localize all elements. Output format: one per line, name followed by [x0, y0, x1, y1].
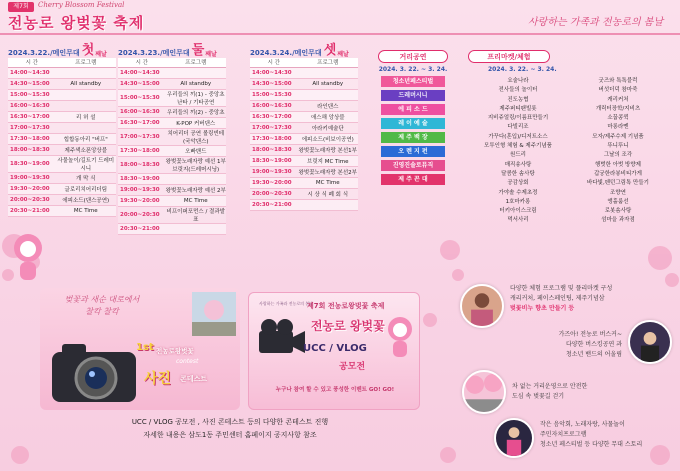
schedule-time: 15:00~15:30 [8, 89, 56, 100]
schedule-row [8, 89, 116, 100]
caption3-line2: 도심 속 벚꽃길 걷기 [512, 393, 565, 400]
day1-date: 2024.3.22./메인무대 [8, 49, 80, 57]
camera-icon [46, 338, 142, 408]
schedule-time: 17:30~18:00 [118, 145, 166, 156]
schedule-program: 시 상 식 폐 회 식 [298, 188, 358, 199]
flea-item: 캐리커처 [607, 96, 629, 103]
ucc-slogan: 사랑하는 가족과 전농로의 봄날 [259, 301, 314, 306]
flea-list-left [468, 77, 568, 226]
schedule-program: 제주색소폰앙상블 [56, 144, 116, 155]
schedule-time: 15:00~15:30 [250, 89, 298, 100]
schedule-time: 18:30~19:00 [250, 155, 298, 166]
schedule-program: 우리들의 끼(1) - 중앙초 난타 / 기타공연 [166, 89, 226, 106]
street-team: 에 피 소 드 [381, 104, 445, 115]
schedule-program: K-POP 커버댄스 [166, 117, 226, 128]
schedule-row [118, 156, 226, 173]
schedule-row [118, 89, 226, 106]
day1-header [8, 36, 116, 58]
flea-item: 모투인형 체험 & 제주기념품 [484, 143, 552, 150]
day2-table [118, 58, 226, 235]
experience-photo [460, 284, 504, 328]
flea-item: 개릭터장학/지비츠 [595, 105, 641, 112]
schedule-program [166, 67, 226, 78]
caption1-line1: 다양한 체험 프로그램 및 플리마켓 구성 [510, 285, 613, 292]
slogan: 사랑하는 가족과 전농로의 봄날 [528, 17, 664, 28]
flea-item: 요술나라 [507, 78, 529, 84]
schedule-time: 18:30~19:00 [8, 155, 56, 172]
schedule-program [56, 100, 116, 111]
schedule-row [250, 78, 358, 89]
schedule-time: 14:30~15:00 [8, 78, 56, 89]
schedule-row [250, 144, 358, 155]
schedule-row [8, 67, 116, 78]
photo-rank: 1st [136, 342, 154, 353]
flea-item: 갑궁한라봉비티가게 [594, 170, 642, 177]
schedule-program: All standby [166, 78, 226, 89]
schedule-row [118, 173, 226, 184]
schedule-row [250, 100, 358, 111]
col-program: 프로그램 [298, 58, 358, 67]
schedule-row [250, 177, 358, 188]
day3-ordinal: 셋 [323, 43, 337, 58]
day1-schedule [8, 36, 116, 217]
flea-item: 조향연 [610, 189, 626, 196]
day1-suffix: 째날 [95, 51, 107, 58]
schedule-time: 16:30~17:00 [250, 111, 298, 122]
caption3-line1: 차 없는 거리운영으로 안전한 [512, 383, 588, 390]
flea-item: 지비쥬얼링/이름표만들기 [487, 115, 549, 122]
street-performance-panel [368, 50, 458, 210]
flea-item: 가꾸다(혼입)/디저트소스 [488, 133, 548, 140]
schedule-program: 개 막 식 [56, 172, 116, 183]
notice-line2: 자세한 내용은 삼도1동 주민센터 홈페이지 공지사항 참조 [143, 431, 317, 439]
flea-item: 제주퍼티팬빌롯 [499, 105, 537, 112]
schedule-row [8, 133, 116, 144]
schedule-time: 20:00~20:30 [118, 206, 166, 223]
schedule-row [250, 67, 358, 78]
caption4-line3: 청소년 페스티벌 등 다양한 무대 스토리 [540, 441, 643, 448]
flea-item: 행벗한 아벗 방향제 [594, 161, 641, 168]
flea-list-right [568, 77, 668, 226]
schedule-time: 18:00~18:30 [8, 144, 56, 155]
schedule-program: 글로리치어리더팀 [56, 183, 116, 194]
schedule-time: 20:30~21:00 [8, 205, 56, 216]
col-time: 시 간 [250, 58, 298, 67]
schedule-row [118, 206, 226, 223]
schedule-time: 14:30~15:00 [250, 78, 298, 89]
schedule-time: 14:00~14:30 [118, 67, 166, 78]
schedule-program: 에피소드(댄스공연) [56, 194, 116, 205]
schedule-time: 16:00~16:30 [250, 100, 298, 111]
concert-photo [494, 418, 534, 458]
photo-festival-name: 전농로왕벚꽃 [156, 347, 194, 355]
schedule-row [8, 194, 116, 205]
schedule-program [298, 67, 358, 78]
schedule-row [118, 67, 226, 78]
ucc-contest-banner [248, 292, 420, 410]
schedule-row [118, 128, 226, 145]
schedule-program: 힙합동아리 "버프" [56, 133, 116, 144]
schedule-program: 왕벚꽃노래자랑 본선2부 [298, 166, 358, 177]
blossom-street-photo [462, 370, 506, 414]
schedule-program: 왕벚꽃노래자랑 본선1부 [298, 144, 358, 155]
day2-ordinal: 둘 [191, 43, 205, 58]
day3-suffix: 째날 [337, 51, 349, 58]
caption-street [512, 382, 587, 402]
ucc-vlog-title: UCC / VLOG [303, 343, 367, 354]
street-team: 청소년페스티벌 [381, 76, 445, 87]
flea-market-panel [468, 50, 668, 230]
street-performance-title: 거리공연 [378, 50, 448, 63]
day3-table [250, 58, 358, 211]
schedule-program: MC Time [56, 205, 116, 216]
schedule-program: 비프이퍼포먼스 / 결과발표 [166, 206, 226, 223]
schedule-time: 17:00~17:30 [118, 128, 166, 145]
schedule-row [8, 172, 116, 183]
schedule-program [298, 89, 358, 100]
schedule-program [298, 199, 358, 210]
schedule-program [166, 223, 226, 234]
schedule-program: 사물놀이/길트기 드레미시니 [56, 155, 116, 172]
schedule-row [118, 117, 226, 128]
flea-item: 전사들의 놀이터 [498, 87, 538, 94]
page-title: 전농로 왕벚꽃 축제 [8, 14, 145, 32]
flea-item: 앵홀룸선 [607, 198, 629, 205]
schedule-program: MC Time [166, 195, 226, 206]
schedule-time: 20:30~21:00 [250, 199, 298, 210]
flea-item: 섬마을 과자점 [601, 217, 635, 224]
day2-date: 2024.3.23./메인무대 [118, 49, 190, 57]
schedule-time: 20:30~21:00 [118, 223, 166, 234]
photo-thumbnail [192, 292, 236, 336]
street-team: 제 주 꼰 대 [381, 174, 445, 185]
caption2-line1: 가즈아! 전농로 버스커~ [558, 331, 622, 338]
schedule-program: 라인댄스 [298, 100, 358, 111]
schedule-program: All standby [298, 78, 358, 89]
schedule-time: 17:00~17:30 [8, 122, 56, 133]
flea-item: 로봇솜사탕 [604, 208, 632, 215]
photo-main-title: 사진 [144, 371, 172, 387]
schedule-row [8, 183, 116, 194]
ucc-main-title: 공모전 [339, 362, 366, 372]
flea-item: 다빌리조 [507, 124, 529, 131]
flea-item: 터키아이스크림 [499, 208, 537, 215]
schedule-time: 16:00~16:30 [118, 106, 166, 117]
schedule-row [8, 155, 116, 172]
schedule-time: 16:00~16:30 [8, 100, 56, 111]
schedule-program: 왕벚꽃노래자랑 예선 2부 [166, 184, 226, 195]
caption-experience [510, 284, 612, 314]
flea-item: 원드리 [510, 152, 526, 159]
day1-ordinal: 첫 [81, 43, 95, 58]
day1-table [8, 58, 116, 217]
flea-item: 1호마카롱 [505, 198, 531, 205]
schedule-program [56, 89, 116, 100]
photo-sub-title: 콘테스트 [180, 375, 208, 383]
schedule-time: 16:30~17:00 [118, 117, 166, 128]
schedule-time: 14:30~15:00 [118, 78, 166, 89]
schedule-time: 15:00~15:30 [118, 89, 166, 106]
flea-item: 바다빛,펜던그림톡 만들기 [587, 180, 649, 187]
schedule-row [8, 122, 116, 133]
flea-item: 먹서사리 [507, 217, 529, 224]
schedule-row [118, 106, 226, 117]
handwrite-line1: 벚꽃과 새순 대로에서 [64, 295, 140, 304]
schedule-time: 19:30~20:00 [118, 195, 166, 206]
caption2-line2: 다양한 버스킹공연 과 [566, 341, 622, 348]
schedule-time: 19:00~19:30 [250, 166, 298, 177]
caption-busking [530, 330, 622, 360]
col-program: 프로그램 [56, 58, 116, 67]
schedule-row [8, 78, 116, 89]
flea-item: 소꿉콩퀵 [607, 115, 629, 122]
schedule-program: 오빠밴드 [166, 145, 226, 156]
schedule-row [118, 78, 226, 89]
header-divider [0, 33, 680, 35]
schedule-program [166, 173, 226, 184]
busking-photo [628, 320, 672, 364]
schedule-program: 아라키예술단 [298, 122, 358, 133]
schedule-time: 19:00~19:30 [8, 172, 56, 183]
schedule-time: 17:30~18:00 [8, 133, 56, 144]
flea-item: 매직송사탕 [504, 161, 532, 168]
schedule-time: 18:00~18:30 [250, 144, 298, 155]
street-team: 진영진솔로뮤직 [381, 160, 445, 171]
schedule-row [250, 199, 358, 210]
schedule-program: 리 허 설 [56, 111, 116, 122]
day3-schedule [250, 36, 358, 211]
schedule-time: 19:30~20:00 [250, 177, 298, 188]
schedule-row [8, 205, 116, 216]
schedule-program: 브릿지 MC Time [298, 155, 358, 166]
schedule-program: 왕벚꽃노래자랑 예선 1부 브릿지(드레머시닝) [166, 156, 226, 173]
col-time: 시 간 [8, 58, 56, 67]
flea-item: 뚜니뚜니 [607, 143, 629, 150]
flea-item: 그날의 조각 [603, 152, 633, 159]
schedule-time: 16:30~17:00 [8, 111, 56, 122]
schedule-program [56, 67, 116, 78]
schedule-program: 애스해 앙상블 [298, 111, 358, 122]
schedule-time: 19:00~19:30 [118, 184, 166, 195]
street-team: 레 이 예 술 [381, 118, 445, 129]
photo-handwritten-text [52, 294, 152, 318]
schedule-row [250, 166, 358, 177]
flea-item: 마롱라멘 [607, 124, 629, 131]
schedule-row [118, 184, 226, 195]
schedule-time: 17:30~18:00 [250, 133, 298, 144]
flea-item: 버섯더덕 참마죽 [598, 87, 638, 94]
schedule-time: 18:30~19:00 [118, 173, 166, 184]
mascot-left-icon [8, 232, 48, 282]
schedule-time: 14:00~14:30 [250, 67, 298, 78]
flea-item: 모자/제주수제 기념품 [592, 133, 644, 140]
day2-suffix: 째날 [205, 51, 217, 58]
schedule-row [250, 111, 358, 122]
festival-english-title: Cherry Blossom Festival [38, 1, 125, 9]
schedule-program: All standby [56, 78, 116, 89]
schedule-row [8, 100, 116, 111]
schedule-row [250, 122, 358, 133]
col-program: 프로그램 [166, 58, 226, 67]
schedule-row [8, 144, 116, 155]
schedule-program: 우리들의 끼(2) - 중앙초 [166, 106, 226, 117]
flea-item: 달콤한 솜사탕 [501, 170, 535, 177]
flea-item: 가야솔 수제초정 [498, 189, 538, 196]
col-time: 시 간 [118, 58, 166, 67]
schedule-row [118, 145, 226, 156]
schedule-row [250, 133, 358, 144]
contest-notice [40, 416, 420, 442]
notice-line1: UCC / VLOG 공모전 , 사진 콘테스트 등의 다양한 콘테스트 진행 [131, 418, 329, 426]
day2-header [118, 36, 226, 58]
schedule-row [118, 223, 226, 234]
street-team: 제 주 백 장 [381, 132, 445, 143]
flea-item: 진도농협 [507, 96, 529, 103]
flea-market-date: 2024. 3. 22. ~ 3. 24. [488, 66, 557, 73]
flea-market-title: 프리마켓/체험 [468, 50, 550, 63]
schedule-time: 14:00~14:30 [8, 67, 56, 78]
street-performance-date: 2024. 3. 22. ~ 3. 24. [378, 66, 448, 73]
schedule-row [118, 195, 226, 206]
mascot-icon [383, 315, 417, 359]
schedule-time: 20:00~20:30 [8, 194, 56, 205]
street-team: 드레머시니 [381, 90, 445, 101]
photo-contest-en: contest [176, 358, 199, 365]
day3-date: 2024.3.24./메인무대 [250, 49, 322, 57]
schedule-row [8, 111, 116, 122]
caption1-line2: 캐리커처, 페이스페인팅, 제주기념삼 [510, 295, 605, 302]
handwrite-line2: 찰칵 찰칵 [85, 307, 119, 316]
edition-badge: 제7회 [8, 2, 34, 12]
ucc-festival-name: 전농로 왕벚꽃 [311, 319, 385, 333]
caption4-line2: 주민자치프로그램 [540, 431, 587, 438]
film-camera-icon [255, 317, 307, 357]
day2-schedule [118, 36, 226, 235]
schedule-time: 20:00~20:30 [250, 188, 298, 199]
schedule-row [250, 89, 358, 100]
schedule-time: 19:30~20:00 [8, 183, 56, 194]
schedule-program: 에피소드(비보이공연) [298, 133, 358, 144]
schedule-row [250, 155, 358, 166]
caption2-line3: 청소년 밴드의 어울림 [566, 351, 622, 358]
schedule-row [250, 188, 358, 199]
caption-stage [540, 420, 642, 450]
schedule-program: 치어리더 공연 볼링빈테(국악댄스) [166, 128, 226, 145]
schedule-program: MC Time [298, 177, 358, 188]
day3-header [250, 36, 358, 58]
schedule-time: 18:00~18:30 [118, 156, 166, 173]
caption1-line3: 벚꽃비누 향초 만들기 등 [510, 305, 575, 312]
flea-item: 공감상회 [507, 180, 529, 187]
flea-item: 굿즈와 톡톡블럭 [598, 78, 638, 84]
ucc-festival-head: 제7회 전농로왕벚꽃 축제 [307, 302, 385, 310]
schedule-program [56, 122, 116, 133]
photo-contest-banner [40, 288, 240, 410]
ucc-bottom-text: 누구나 참여 할 수 있고 풍성한 이벤트 GO! GO! [275, 387, 395, 393]
schedule-time: 17:00~17:30 [250, 122, 298, 133]
street-team: 오 렌 지 펀 [381, 146, 445, 157]
caption4-line1: 작은 음악회, 노래자랑, 사물놀이 [540, 421, 625, 428]
